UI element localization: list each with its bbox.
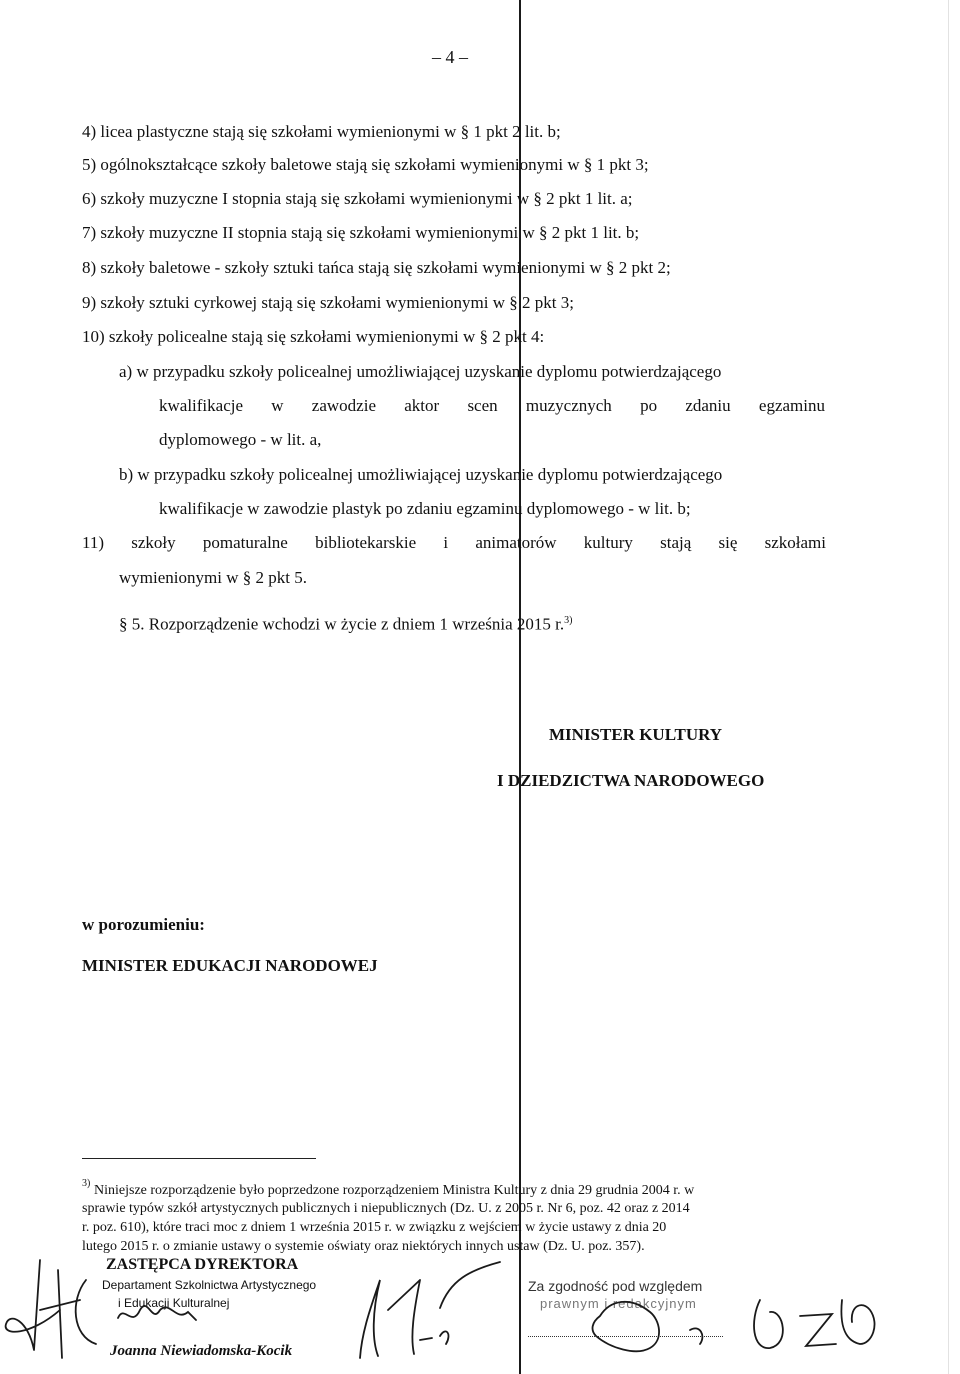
sub-item-a-line-3: dyplomowego - w lit. a,: [159, 430, 322, 449]
list-item-9: 9) szkoły sztuki cyrkowej stają się szkołami wymienionymi w § 2 pkt 3;: [82, 293, 574, 312]
list-item-6: 6) szkoły muzyczne I stopnia stają się szkołami wymienionymi w § 2 pkt 1 lit. a;: [82, 189, 633, 208]
sub-item-a-line-1: a) w przypadku szkoły policealnej umożliwiającej uzyskanie dyplomu potwierdzającego: [119, 362, 722, 381]
paragraph-5: § 5. Rozporządzenie wchodzi w życie z dniem 1 września 2015 r.$^{3)}$: [119, 614, 573, 634]
agreement-label: w porozumieniu:: [82, 915, 205, 934]
sub-item-b-line-2: kwalifikacje w zawodzie plastyk po zdaniu egzaminu dyplomowego - w lit. b;: [159, 499, 691, 518]
footnote-separator: [82, 1158, 316, 1159]
stamp-right-line-1: Za zgodność pod względem: [528, 1278, 703, 1294]
agreement-minister: MINISTER EDUKACJI NARODOWEJ: [82, 956, 378, 975]
minister-title-line-2: I DZIEDZICTWA NARODOWEGO: [497, 771, 765, 790]
footnote-line-3: r. poz. 610), które traci moc z dniem 1 września 2015 r. w związku z wejściem w życie ustawy z dnia 20: [82, 1220, 667, 1235]
list-item-11-line-1: 11) szkoły pomaturalne bibliotekarskie i animatorów kultury stają się szkołami: [82, 533, 826, 552]
initials-left: [6, 1260, 80, 1358]
sub-item-b-line-1: b) w przypadku szkoły policealnej umożliwiającej uzyskanie dyplomu potwierdzającego: [119, 465, 723, 484]
stamp-department: Departament Szkolnictwa Artystycznego: [102, 1278, 317, 1292]
signature-right: [754, 1300, 875, 1348]
list-item-11-line-2: wymienionymi w § 2 pkt 5.: [119, 568, 307, 587]
list-item-5: 5) ogólnokształcące szkoły baletowe stają się szkołami wymienionymi w § 1 pkt 3;: [82, 155, 649, 174]
stamp-title: ZASTĘPCA DYREKTORA: [106, 1256, 299, 1273]
footnote-line-2: sprawie typów szkół artystycznych publicznych i niepublicznych (Dz. U. z 2005 r. Nr 6, poz. 42 oraz z 2014: [82, 1201, 690, 1216]
page-number: – 4 –: [432, 47, 468, 67]
minister-title-line-1: MINISTER KULTURY: [549, 725, 723, 744]
page-edge-line: [948, 0, 949, 1374]
handwritten-signatures: [0, 1240, 960, 1374]
signature-stamp-right: [593, 1302, 703, 1351]
footnote-line-4: lutego 2015 r. o zmianie ustawy o systemie oświaty oraz niektórych innych ustaw (Dz. U. poz. 357).: [82, 1239, 645, 1254]
list-item-7: 7) szkoły muzyczne II stopnia stają się szkołami wymienionymi w § 2 pkt 1 lit. b;: [82, 223, 640, 242]
footnote-reference: 3): [564, 615, 573, 626]
stamp-right-line-2: prawnym i redakcyjnym: [540, 1296, 697, 1311]
stamp-department-line-2: i Edukacji Kulturalnej: [118, 1296, 230, 1310]
list-item-10: 10) szkoły policealne stają się szkołami wymienionymi w § 2 pkt 4:: [82, 327, 545, 346]
footnote-line-1: Niniejsze rozporządzenie było poprzedzone rozporządzeniem Ministra Kultury z dnia 29 grudnia 2004 r. w: [94, 1183, 695, 1198]
footnote-marker: 3): [82, 1178, 91, 1189]
list-item-8: 8) szkoły baletowe - szkoły sztuki tańca stają się szkołami wymienionymi w § 2 pkt 2;: [82, 258, 671, 277]
sub-item-a-line-2: kwalifikacje w zawodzie aktor scen muzycznych po zdaniu egzaminu: [159, 396, 825, 415]
stamp-signatory: Joanna Niewiadomska-Kocik: [110, 1343, 293, 1359]
list-item-4: 4) licea plastyczne stają się szkołami wymienionymi w § 1 pkt 2 lit. b;: [82, 122, 561, 141]
signature-middle: [360, 1262, 500, 1358]
